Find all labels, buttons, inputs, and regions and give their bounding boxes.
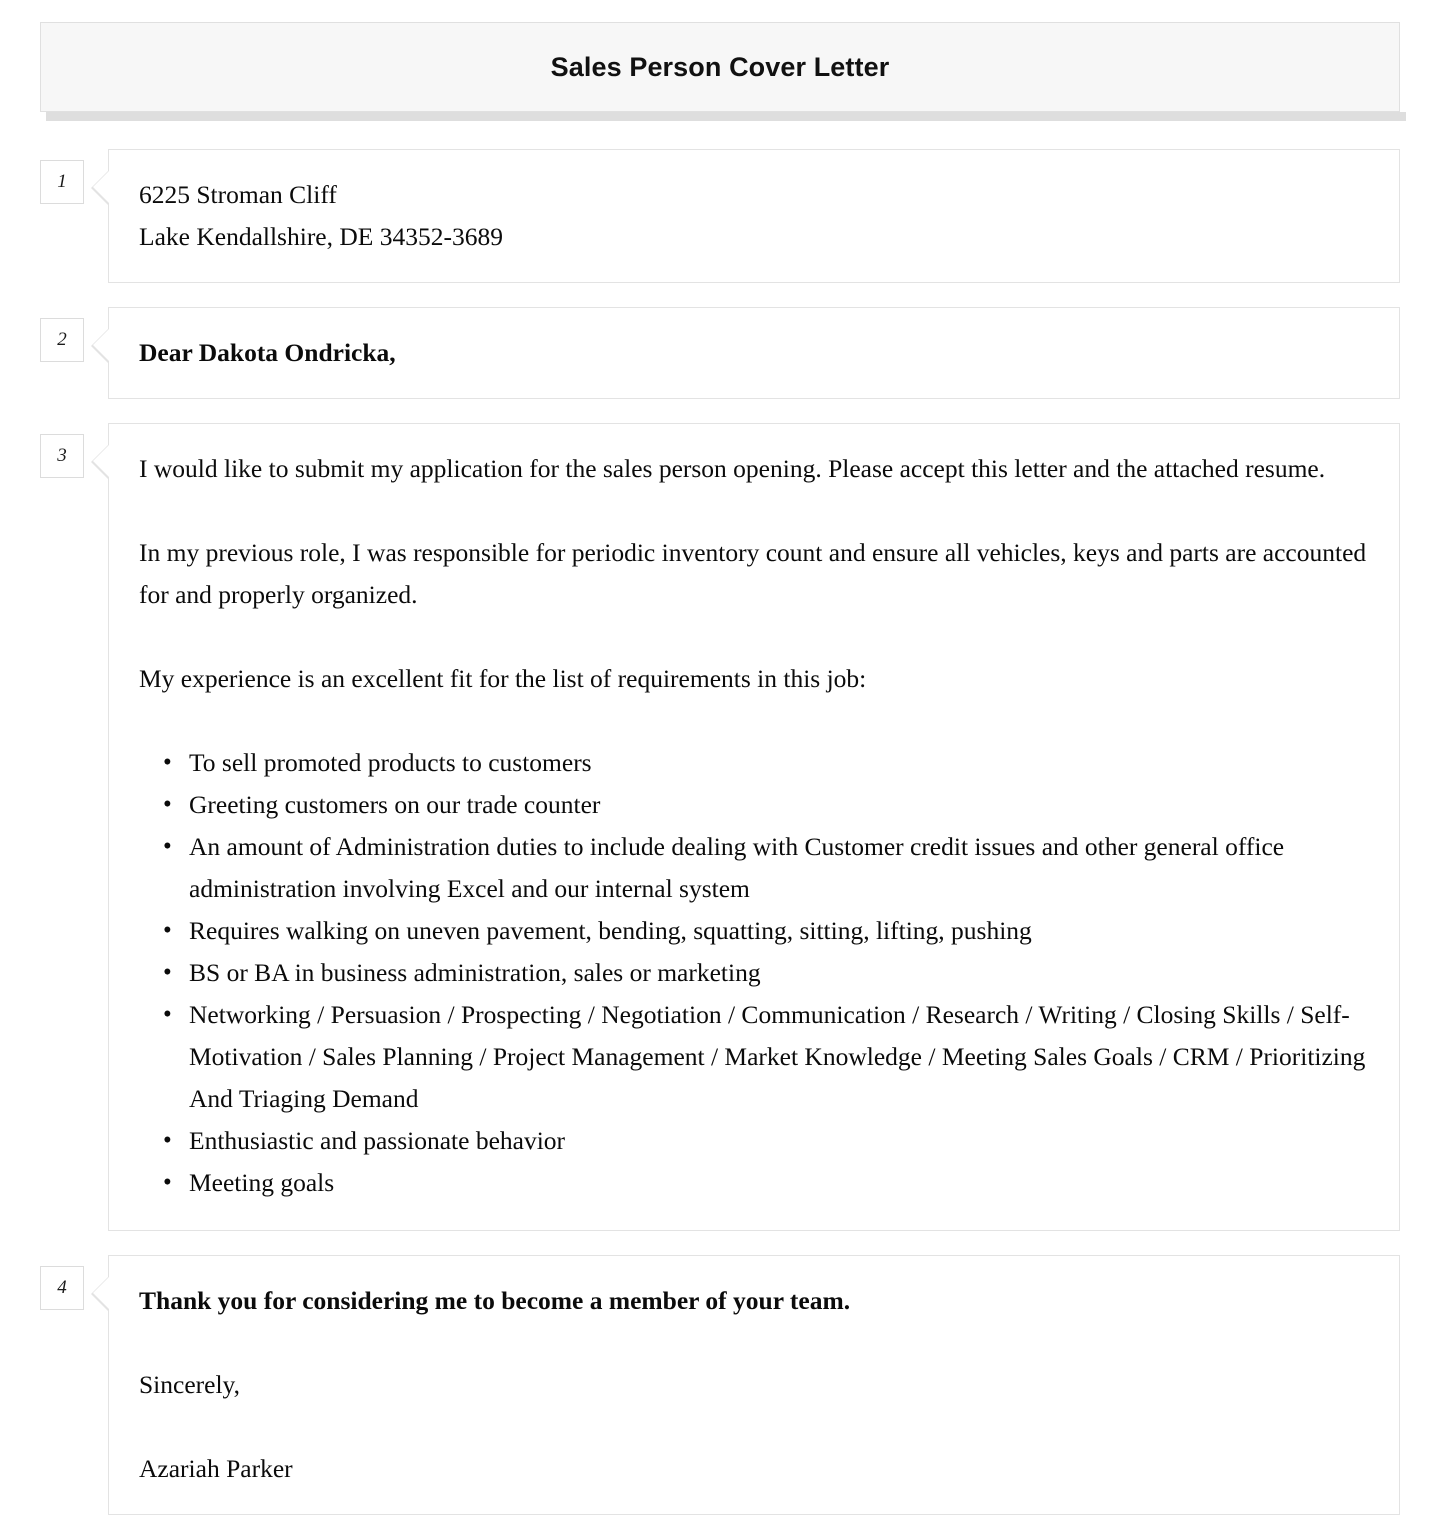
body-paragraph-2: In my previous role, I was responsible for periodic inventory count and ensure all vehicles, keys and parts are accounted for and properly organized. [139, 538, 1367, 609]
closing-sign-off: Sincerely, [139, 1370, 241, 1399]
block-number-badge-4: 4 [40, 1266, 84, 1310]
closing-box[interactable] [108, 1255, 1400, 1515]
address-box[interactable] [108, 149, 1400, 283]
page-title: Sales Person Cover Letter [550, 51, 890, 82]
body-paragraph-3: My experience is an excellent fit for the list of requirements in this job: [139, 664, 867, 693]
list-item: • Requires walking on uneven pavement, bending, squatting, sitting, lifting, pushing [189, 910, 1373, 952]
header-shadow-strip [46, 112, 1406, 121]
list-item: • An amount of Administration duties to include dealing with Customer credit issues and other general office administration involving Excel and our internal system [189, 826, 1373, 910]
body-paragraph-1: I would like to submit my application for the sales person opening. Please accept this letter and the attached resume. [139, 454, 1326, 483]
document-header-box [40, 22, 1400, 112]
signature-name: Azariah Parker [139, 1454, 293, 1483]
closing-thank-you: Thank you for considering me to become a member of your team. [139, 1286, 851, 1315]
letter-block-address [40, 149, 1400, 283]
salutation-text: Dear Dakota Ondricka, [139, 338, 396, 367]
list-item: • Greeting customers on our trade counter [189, 784, 1373, 826]
letter-block-closing [40, 1255, 1400, 1515]
list-item: • Enthusiastic and passionate behavior [189, 1120, 1373, 1162]
block-number-badge-1: 1 [40, 160, 84, 204]
address-line-2: Lake Kendallshire, DE 34352-3689 [139, 222, 503, 251]
cover-letter-page [0, 22, 1440, 1515]
letter-block-body [40, 423, 1400, 1231]
address-line-1: 6225 Stroman Cliff [139, 180, 337, 209]
letter-blocks [40, 149, 1400, 1515]
block-number-badge-3: 3 [40, 434, 84, 478]
requirements-list-wrap [139, 742, 1373, 1204]
list-item: • BS or BA in business administration, sales or marketing [189, 952, 1373, 994]
body-box[interactable] [108, 423, 1400, 1231]
letter-block-salutation [40, 307, 1400, 399]
document-header [40, 22, 1400, 121]
list-item: • Networking / Persuasion / Prospecting / Negotiation / Communication / Research / Writing / Closing Skills / Self-Motivation / Sales Planning / Project Management / Market Knowledge / Meeting Sales Goals / CRM / Prioritizing And Triaging Demand [189, 994, 1373, 1120]
list-item: • To sell promoted products to customers [189, 742, 1373, 784]
block-number-badge-2: 2 [40, 318, 84, 362]
salutation-box[interactable] [108, 307, 1400, 399]
requirements-list [139, 742, 1373, 1204]
list-item: • Meeting goals [189, 1162, 1373, 1204]
